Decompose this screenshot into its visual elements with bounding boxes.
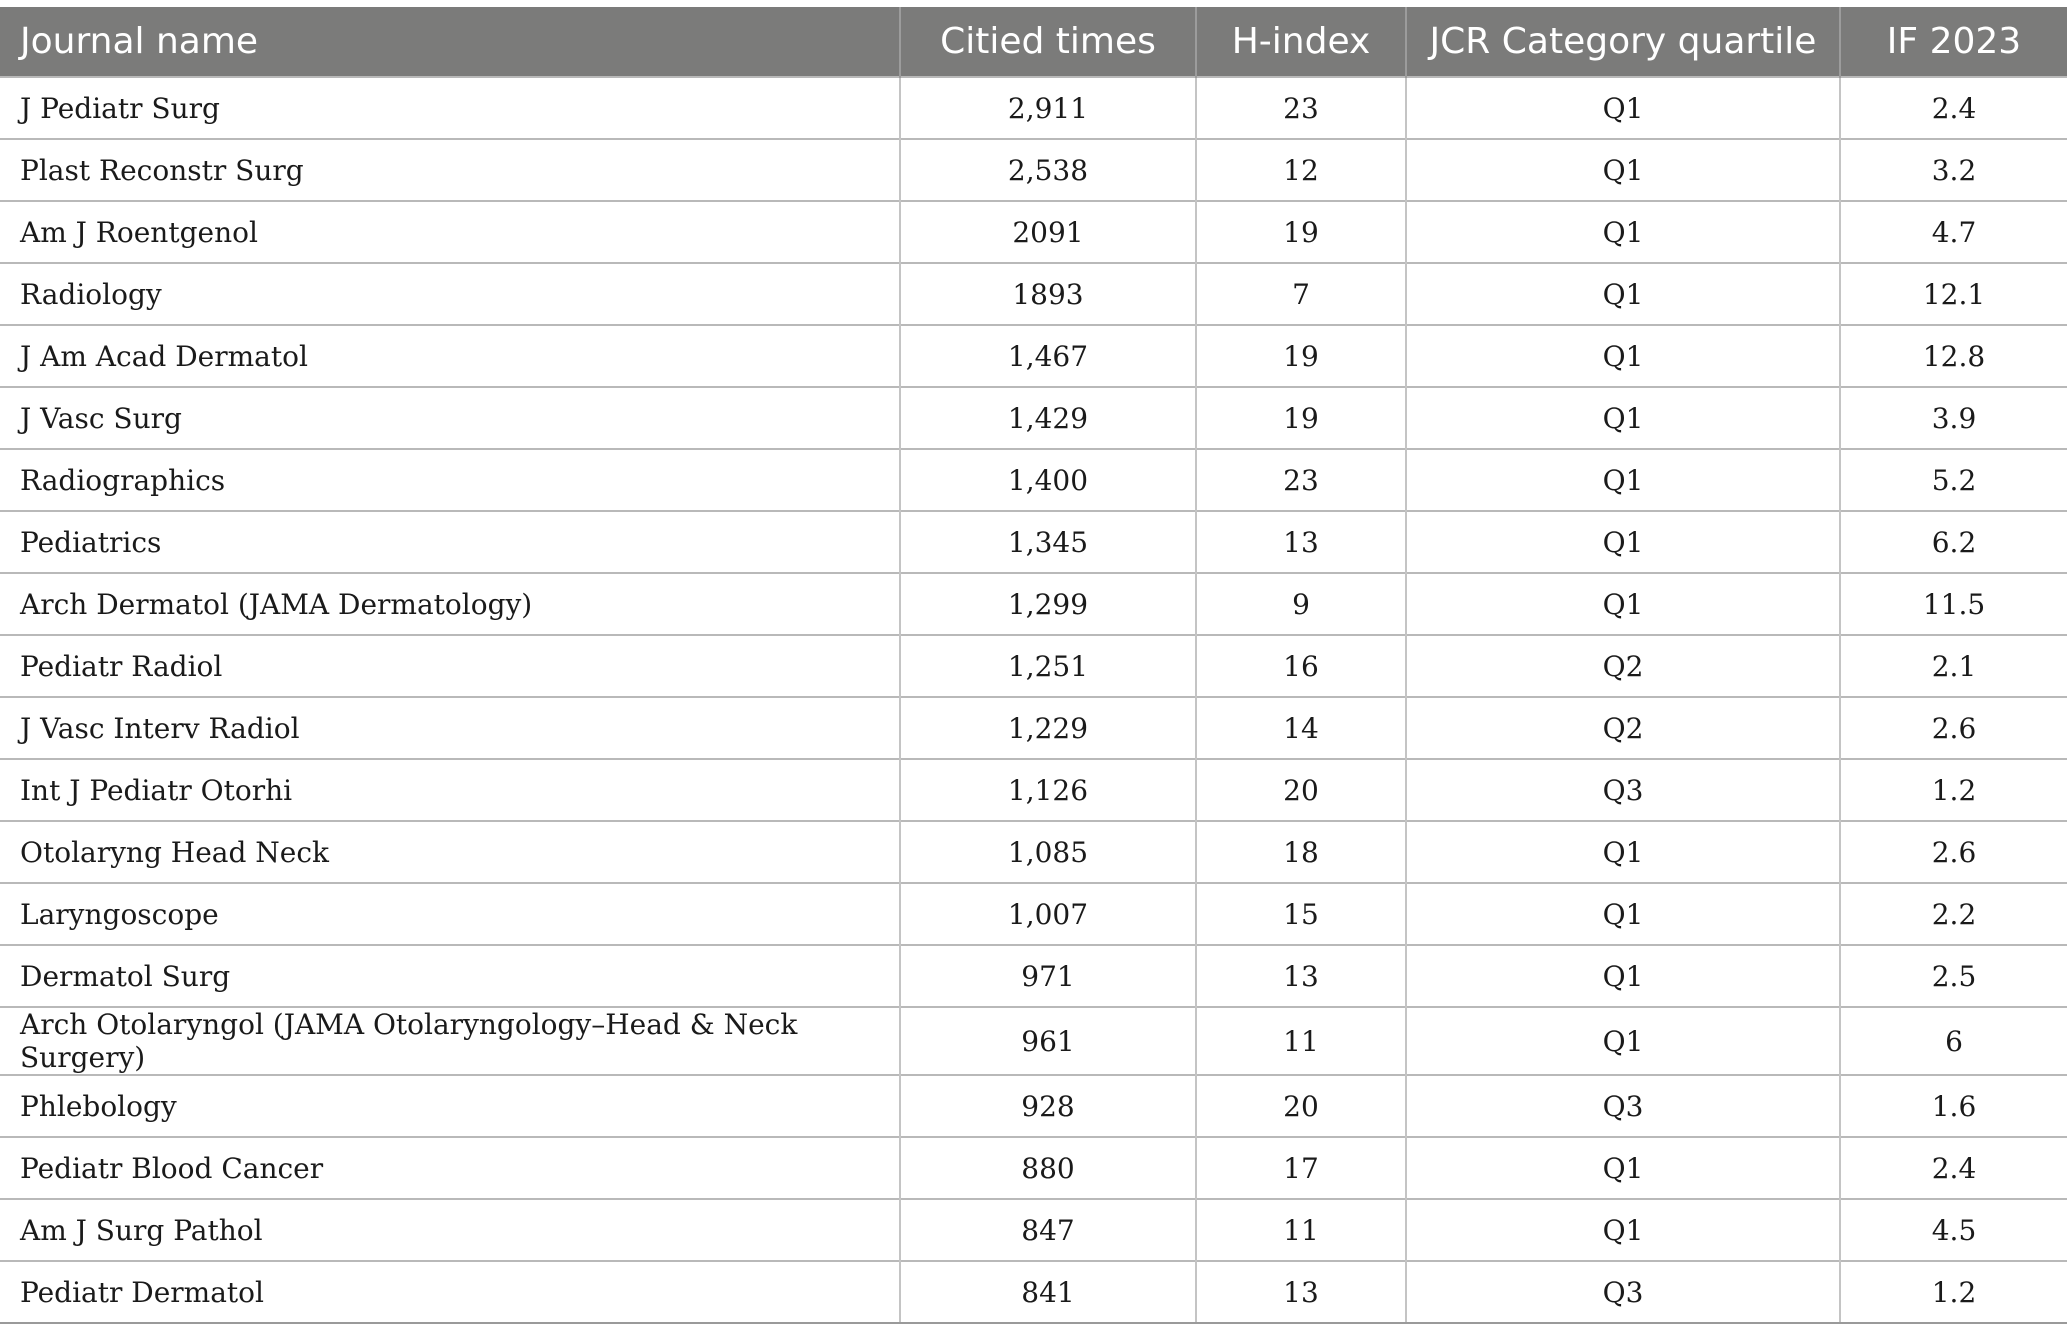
table-row — [0, 1199, 2067, 1261]
header-if-2023: IF 2023 — [1840, 7, 2067, 77]
h-index-cell: 16 — [1196, 635, 1406, 697]
if-2023-cell: 12.1 — [1840, 263, 2067, 325]
journal-name-cell: Pediatr Radiol — [0, 635, 900, 697]
journal-name-cell: J Pediatr Surg — [0, 77, 900, 139]
h-index-cell: 14 — [1196, 697, 1406, 759]
if-2023-cell: 12.8 — [1840, 325, 2067, 387]
h-index-cell: 11 — [1196, 1007, 1406, 1075]
jcr-quartile-cell: Q1 — [1406, 325, 1840, 387]
if-2023-cell: 4.7 — [1840, 201, 2067, 263]
journal-name-cell: Radiographics — [0, 449, 900, 511]
if-2023-cell: 2.4 — [1840, 77, 2067, 139]
table-row — [0, 883, 2067, 945]
jcr-quartile-cell: Q3 — [1406, 1075, 1840, 1137]
header-journal-name: Journal name — [0, 7, 900, 77]
cited-times-cell: 928 — [900, 1075, 1196, 1137]
h-index-cell: 11 — [1196, 1199, 1406, 1261]
table-row — [0, 759, 2067, 821]
cited-times-cell: 971 — [900, 945, 1196, 1007]
if-2023-cell: 2.2 — [1840, 883, 2067, 945]
h-index-cell: 19 — [1196, 325, 1406, 387]
table-row — [0, 697, 2067, 759]
table-row — [0, 573, 2067, 635]
jcr-quartile-cell: Q1 — [1406, 263, 1840, 325]
cited-times-cell: 1893 — [900, 263, 1196, 325]
journal-name-cell: Arch Otolaryngol (JAMA Otolaryngology–Head & Neck Surgery) — [0, 1007, 900, 1075]
cited-times-cell: 1,299 — [900, 573, 1196, 635]
journal-name-cell: Arch Dermatol (JAMA Dermatology) — [0, 573, 900, 635]
h-index-cell: 20 — [1196, 1075, 1406, 1137]
table-row — [0, 821, 2067, 883]
cited-times-cell: 1,251 — [900, 635, 1196, 697]
jcr-quartile-cell: Q1 — [1406, 449, 1840, 511]
table-row — [0, 1261, 2067, 1323]
cited-times-cell: 1,229 — [900, 697, 1196, 759]
journal-name-cell: Am J Roentgenol — [0, 201, 900, 263]
table-row — [0, 511, 2067, 573]
cited-times-cell: 2,911 — [900, 77, 1196, 139]
table-row — [0, 201, 2067, 263]
if-2023-cell: 11.5 — [1840, 573, 2067, 635]
cited-times-cell: 1,126 — [900, 759, 1196, 821]
table-row — [0, 1007, 2067, 1075]
table-row — [0, 387, 2067, 449]
table-row — [0, 139, 2067, 201]
cited-times-cell: 1,085 — [900, 821, 1196, 883]
h-index-cell: 9 — [1196, 573, 1406, 635]
journal-name-cell: Phlebology — [0, 1075, 900, 1137]
h-index-cell: 18 — [1196, 821, 1406, 883]
if-2023-cell: 2.4 — [1840, 1137, 2067, 1199]
jcr-quartile-cell: Q1 — [1406, 201, 1840, 263]
journal-name-cell: J Vasc Interv Radiol — [0, 697, 900, 759]
jcr-quartile-cell: Q1 — [1406, 511, 1840, 573]
h-index-cell: 13 — [1196, 1261, 1406, 1323]
if-2023-cell: 1.2 — [1840, 1261, 2067, 1323]
if-2023-cell: 1.6 — [1840, 1075, 2067, 1137]
h-index-cell: 15 — [1196, 883, 1406, 945]
table-row — [0, 945, 2067, 1007]
if-2023-cell: 2.6 — [1840, 821, 2067, 883]
jcr-quartile-cell: Q1 — [1406, 945, 1840, 1007]
h-index-cell: 12 — [1196, 139, 1406, 201]
jcr-quartile-cell: Q2 — [1406, 697, 1840, 759]
cited-times-cell: 1,467 — [900, 325, 1196, 387]
journal-name-cell: Plast Reconstr Surg — [0, 139, 900, 201]
cited-times-cell: 1,007 — [900, 883, 1196, 945]
jcr-quartile-cell: Q3 — [1406, 759, 1840, 821]
jcr-quartile-cell: Q1 — [1406, 1199, 1840, 1261]
if-2023-cell: 5.2 — [1840, 449, 2067, 511]
table-row — [0, 325, 2067, 387]
journal-name-cell: Pediatr Blood Cancer — [0, 1137, 900, 1199]
if-2023-cell: 3.9 — [1840, 387, 2067, 449]
cited-times-cell: 1,400 — [900, 449, 1196, 511]
h-index-cell: 7 — [1196, 263, 1406, 325]
if-2023-cell: 6.2 — [1840, 511, 2067, 573]
journal-name-cell: Pediatrics — [0, 511, 900, 573]
h-index-cell: 13 — [1196, 511, 1406, 573]
journal-table-container — [0, 7, 2067, 1324]
jcr-quartile-cell: Q1 — [1406, 1007, 1840, 1075]
jcr-quartile-cell: Q1 — [1406, 573, 1840, 635]
journal-name-cell: Pediatr Dermatol — [0, 1261, 900, 1323]
jcr-quartile-cell: Q2 — [1406, 635, 1840, 697]
cited-times-cell: 841 — [900, 1261, 1196, 1323]
table-row — [0, 77, 2067, 139]
table-row — [0, 449, 2067, 511]
journal-name-cell: Laryngoscope — [0, 883, 900, 945]
jcr-quartile-cell: Q1 — [1406, 1137, 1840, 1199]
h-index-cell: 23 — [1196, 77, 1406, 139]
if-2023-cell: 6 — [1840, 1007, 2067, 1075]
if-2023-cell: 2.1 — [1840, 635, 2067, 697]
journal-name-cell: Am J Surg Pathol — [0, 1199, 900, 1261]
journal-table — [0, 7, 2067, 1324]
h-index-cell: 23 — [1196, 449, 1406, 511]
table-row — [0, 1075, 2067, 1137]
jcr-quartile-cell: Q1 — [1406, 821, 1840, 883]
header-cited-times: Citied times — [900, 7, 1196, 77]
journal-name-cell: Dermatol Surg — [0, 945, 900, 1007]
cited-times-cell: 1,345 — [900, 511, 1196, 573]
cited-times-cell: 2091 — [900, 201, 1196, 263]
if-2023-cell: 2.6 — [1840, 697, 2067, 759]
jcr-quartile-cell: Q1 — [1406, 139, 1840, 201]
h-index-cell: 20 — [1196, 759, 1406, 821]
jcr-quartile-cell: Q1 — [1406, 387, 1840, 449]
header-h-index: H-index — [1196, 7, 1406, 77]
if-2023-cell: 3.2 — [1840, 139, 2067, 201]
jcr-quartile-cell: Q3 — [1406, 1261, 1840, 1323]
h-index-cell: 13 — [1196, 945, 1406, 1007]
jcr-quartile-cell: Q1 — [1406, 77, 1840, 139]
journal-name-cell: Int J Pediatr Otorhi — [0, 759, 900, 821]
h-index-cell: 19 — [1196, 201, 1406, 263]
jcr-quartile-cell: Q1 — [1406, 883, 1840, 945]
header-row — [0, 7, 2067, 77]
journal-name-cell: Otolaryng Head Neck — [0, 821, 900, 883]
journal-name-cell: J Vasc Surg — [0, 387, 900, 449]
cited-times-cell: 961 — [900, 1007, 1196, 1075]
cited-times-cell: 1,429 — [900, 387, 1196, 449]
table-row — [0, 635, 2067, 697]
if-2023-cell: 2.5 — [1840, 945, 2067, 1007]
table-row — [0, 263, 2067, 325]
if-2023-cell: 4.5 — [1840, 1199, 2067, 1261]
cited-times-cell: 880 — [900, 1137, 1196, 1199]
cited-times-cell: 2,538 — [900, 139, 1196, 201]
cited-times-cell: 847 — [900, 1199, 1196, 1261]
table-body — [0, 77, 2067, 1323]
table-row — [0, 1137, 2067, 1199]
journal-name-cell: Radiology — [0, 263, 900, 325]
if-2023-cell: 1.2 — [1840, 759, 2067, 821]
table-header — [0, 7, 2067, 77]
h-index-cell: 17 — [1196, 1137, 1406, 1199]
h-index-cell: 19 — [1196, 387, 1406, 449]
journal-name-cell: J Am Acad Dermatol — [0, 325, 900, 387]
header-jcr-quartile: JCR Category quartile — [1406, 7, 1840, 77]
